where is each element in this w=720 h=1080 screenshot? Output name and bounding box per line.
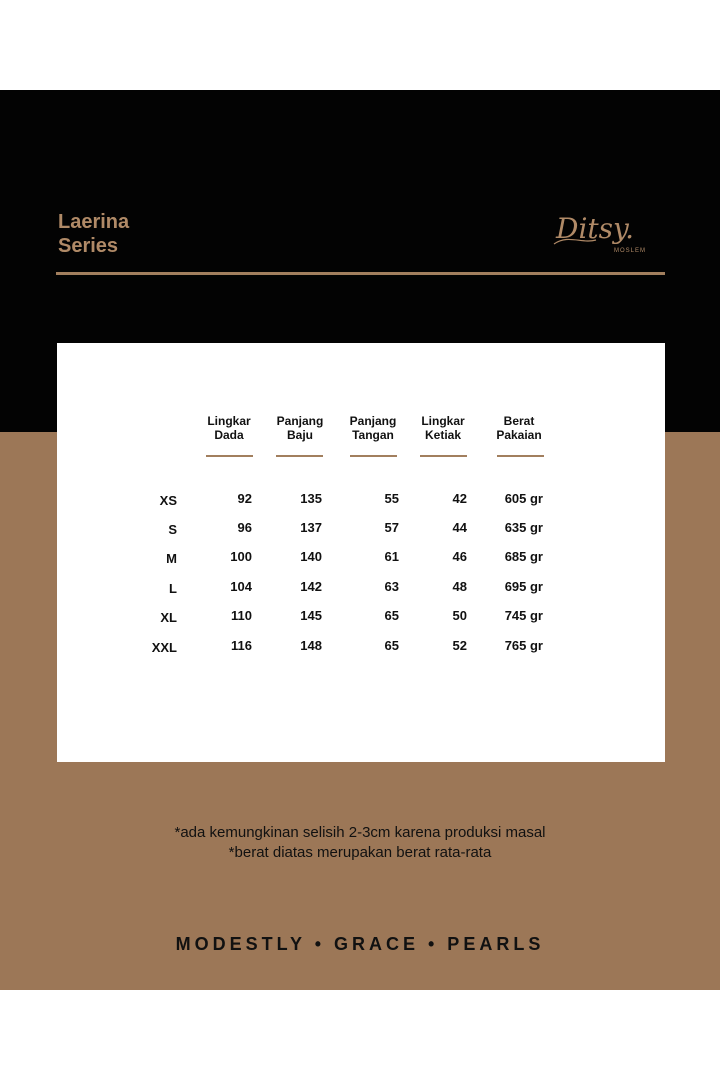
table-cell: 61: [384, 549, 399, 564]
column-header-line2: Ketiak: [424, 428, 462, 442]
column-header-line2: Baju: [286, 428, 313, 442]
column-header: [260, 414, 340, 442]
table-cell: 46: [452, 549, 467, 564]
table-cell: 116: [231, 638, 252, 653]
column-header-line1: Lingkar: [207, 414, 251, 428]
column-header: [189, 414, 269, 442]
table-cell: 110: [231, 608, 252, 623]
size-label: XL: [160, 610, 177, 625]
table-cell: 96: [237, 520, 252, 535]
table-cell: 42: [452, 491, 467, 506]
table-cell: 65: [384, 608, 399, 623]
column-underline: [420, 455, 467, 457]
table-cell: 44: [452, 520, 467, 535]
table-cell: 140: [300, 549, 322, 564]
table-cell: 63: [384, 579, 399, 594]
table-cell: 145: [300, 608, 322, 623]
column-header-line1: Berat: [503, 414, 535, 428]
table-cell: 52: [452, 638, 467, 653]
column-underline: [206, 455, 253, 457]
size-label: XS: [159, 493, 177, 508]
logo-text: Ditsy.: [556, 212, 635, 245]
series-title-line2: Series: [58, 235, 119, 257]
table-cell: 137: [300, 520, 322, 535]
note-line-2: *berat diatas merupakan berat rata-rata: [228, 844, 492, 861]
ditsy-logo: [548, 204, 668, 258]
column-header: [333, 414, 413, 442]
tagline: MODESTLY • GRACE • PEARLS: [175, 934, 545, 954]
logo-subtext: MOSLEM: [614, 248, 647, 254]
column-header: [479, 414, 559, 442]
note-line-1: *ada kemungkinan selisih 2-3cm karena produksi masal: [174, 824, 546, 841]
column-header-line1: Lingkar: [421, 414, 465, 428]
size-chart-card: [57, 343, 665, 762]
table-cell: 765 gr: [504, 638, 543, 653]
table-cell: 48: [452, 579, 467, 594]
table-cell: 55: [384, 491, 399, 506]
table-cell: 605 gr: [504, 491, 543, 506]
column-underline: [350, 455, 397, 457]
column-header-line2: Tangan: [352, 428, 394, 442]
column-underline: [497, 455, 544, 457]
table-cell: 57: [384, 520, 399, 535]
series-title: [58, 210, 129, 258]
table-cell: 635 gr: [504, 520, 543, 535]
series-title-line1: Laerina: [58, 211, 130, 233]
table-cell: 745 gr: [504, 608, 543, 623]
table-cell: 685 gr: [504, 549, 543, 564]
table-cell: 50: [452, 608, 467, 623]
column-header-line2: Dada: [214, 428, 244, 442]
table-cell: 65: [384, 638, 399, 653]
table-cell: 148: [300, 638, 322, 653]
column-header: [403, 414, 483, 442]
table-cell: 695 gr: [504, 579, 543, 594]
table-cell: 135: [300, 491, 322, 506]
column-header-line2: Pakaian: [496, 428, 542, 442]
notes: [0, 823, 720, 863]
size-label: S: [168, 522, 177, 537]
table-cell: 142: [300, 579, 322, 594]
size-label: XXL: [151, 640, 177, 655]
table-cell: 92: [237, 491, 252, 506]
column-underline: [276, 455, 323, 457]
header-divider: [56, 272, 665, 275]
table-cell: 100: [230, 549, 252, 564]
table-cell: 104: [230, 579, 252, 594]
column-header-line1: Panjang: [276, 414, 324, 428]
size-label: L: [169, 581, 177, 596]
column-header-line1: Panjang: [349, 414, 397, 428]
size-label: M: [166, 551, 177, 566]
